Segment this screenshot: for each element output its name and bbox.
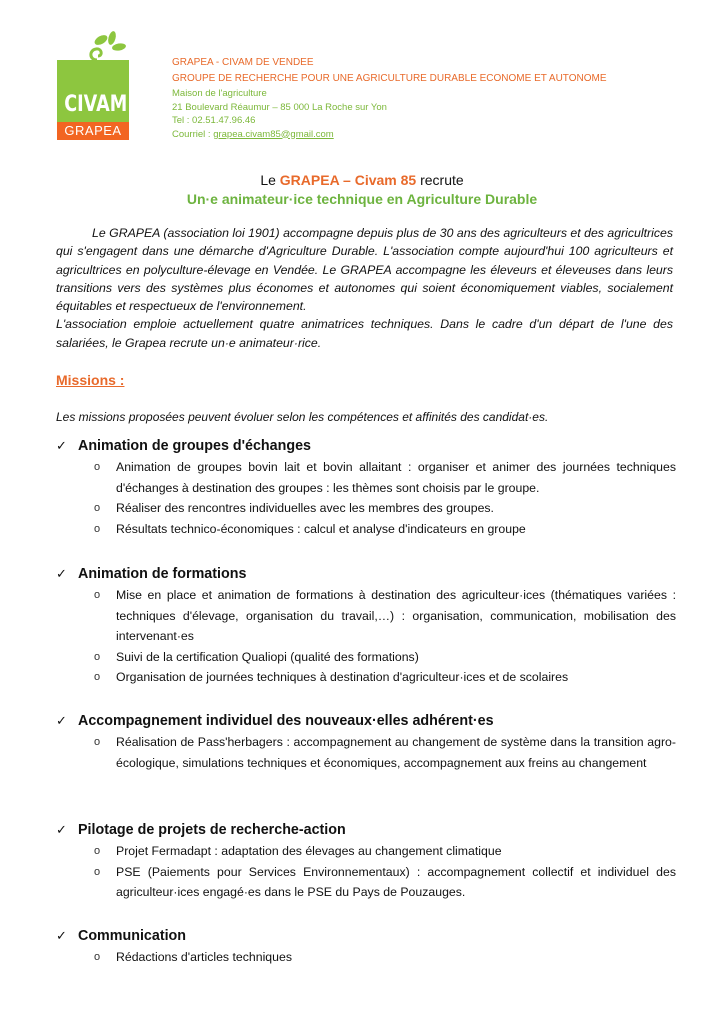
- circle-bullet-icon: o: [94, 502, 101, 514]
- email-link[interactable]: grapea.civam85@gmail.com: [213, 128, 334, 140]
- circle-bullet-icon: o: [94, 589, 101, 601]
- section-title: Animation de groupes d'échanges: [78, 438, 311, 454]
- item-text: Projet Fermadapt : adaptation des élevages au changement climatique: [116, 844, 502, 858]
- checkmark-icon: ✓: [56, 822, 67, 837]
- logo-grapea-text: GRAPEA: [57, 122, 129, 140]
- logo-civam-text: CIVAM: [64, 92, 128, 117]
- circle-bullet-icon: o: [94, 671, 101, 683]
- letterhead: [172, 56, 607, 141]
- item-text: Suivi de la certification Qualiopi (qualité des formations): [116, 649, 419, 664]
- page-title: [0, 172, 724, 188]
- item-text: Rédactions d'articles techniques: [116, 950, 292, 964]
- missions-heading: Missions :: [56, 372, 125, 388]
- email-row: [172, 128, 607, 142]
- intro-paragraph-1: Le GRAPEA (association loi 1901) accompagne depuis plus de 30 ans des agriculteurs et des agricultrices qui s'engagent dans une démarche d'Agriculture Durable. L'association compte aujourd'hui 100 agriculteurs et agricultrices en polyculture-élevage en Vendée. Le GRAPEA accompagne les éleveurs et éleveuses dans leurs transitions vers des systèmes plus économes et autonomes qui soient économiquement viables, socialement équitables et respectueux de l'environnement.: [56, 226, 673, 314]
- checkmark-icon: ✓: [56, 566, 67, 581]
- address-line-1: Maison de l'agriculture: [172, 88, 267, 99]
- circle-bullet-icon: o: [94, 845, 101, 857]
- list-item: [56, 862, 676, 903]
- list-item: [56, 498, 676, 519]
- intro-text: [56, 224, 673, 352]
- item-text: PSE (Paiements pour Services Environnementaux) : accompagnement collectif et individuel des agriculteur·ices engagé·es dans le PSE du Pays de Pouzauges.: [116, 864, 676, 899]
- mission-section: [56, 566, 676, 688]
- circle-bullet-icon: o: [94, 650, 101, 663]
- circle-bullet-icon: o: [94, 865, 101, 878]
- mission-section: [56, 822, 676, 903]
- item-text: Organisation de journées techniques à destination d'agriculteur·ices et de scolaires: [116, 670, 569, 684]
- title-highlight: GRAPEA – Civam 85: [279, 172, 417, 188]
- list-item: [56, 585, 676, 647]
- mission-section: [56, 438, 676, 539]
- circle-bullet-icon: o: [94, 736, 101, 748]
- section-title: Communication: [78, 928, 187, 944]
- circle-bullet-icon: o: [94, 522, 101, 535]
- section-title: Pilotage de projets de recherche-action: [78, 822, 346, 838]
- item-text: Réalisation de Pass'herbagers : accompagnement au changement de système dans la transition agro-écologique, simulations techniques et économiques, accompagnement aux freins au changement: [116, 735, 676, 770]
- list-item: [56, 947, 676, 968]
- org-subtitle: GROUPE DE RECHERCHE POUR UNE AGRICULTURE DURABLE ECONOME ET AUTONOME: [172, 72, 607, 84]
- phone: Tel : 02.51.47.96.46: [172, 115, 256, 126]
- list-item: [56, 519, 676, 540]
- address-line-2: 21 Boulevard Réaumur – 85 000 La Roche sur Yon: [172, 101, 387, 113]
- list-item: [56, 732, 676, 773]
- list-item: [56, 841, 676, 862]
- mission-section: [56, 713, 676, 773]
- list-item: [56, 647, 676, 668]
- civam-grapea-logo: [57, 30, 129, 140]
- checkmark-icon: ✓: [56, 438, 67, 453]
- org-name: GRAPEA - CIVAM DE VENDEE: [172, 57, 314, 68]
- list-item: [56, 667, 676, 688]
- leaf-sprout-icon: [85, 30, 129, 62]
- circle-bullet-icon: o: [94, 461, 101, 473]
- intro-paragraph-2: L'association emploie actuellement quatre animatrices techniques. Dans le cadre d'un départ de l'une des salariées, le Grapea recrute un·e animateur·rice.: [56, 317, 673, 350]
- circle-bullet-icon: o: [94, 951, 101, 963]
- email-label: Courriel :: [172, 128, 214, 140]
- mission-section: [56, 928, 676, 968]
- checkmark-icon: ✓: [56, 928, 67, 943]
- section-title: Accompagnement individuel des nouveaux·elles adhérent·es: [78, 713, 494, 729]
- list-item: [56, 457, 676, 498]
- title-suffix: recrute: [416, 172, 464, 188]
- title-prefix: Le: [260, 172, 280, 188]
- item-text: Mise en place et animation de formations à destination des agriculteur·ices (thématiques variées : techniques d'élevage, organisation du travail,…) : organisation, communication, mobilisation des intervenant·es: [116, 588, 676, 643]
- missions-note: Les missions proposées peuvent évoluer selon les compétences et affinités des candidat·es.: [56, 410, 549, 424]
- item-text: Réaliser des rencontres individuelles avec les membres des groupes.: [116, 501, 494, 515]
- section-title: Animation de formations: [78, 566, 247, 582]
- item-text: Animation de groupes bovin lait et bovin allaitant : organiser et animer des journées techniques d'échanges à destination des groupes : les thèmes sont choisis par le groupe.: [116, 460, 676, 495]
- page-subtitle: Un·e animateur·ice technique en Agriculture Durable: [186, 191, 538, 207]
- item-text: Résultats technico-économiques : calcul et analyse d'indicateurs en groupe: [116, 521, 526, 536]
- checkmark-icon: ✓: [56, 713, 67, 728]
